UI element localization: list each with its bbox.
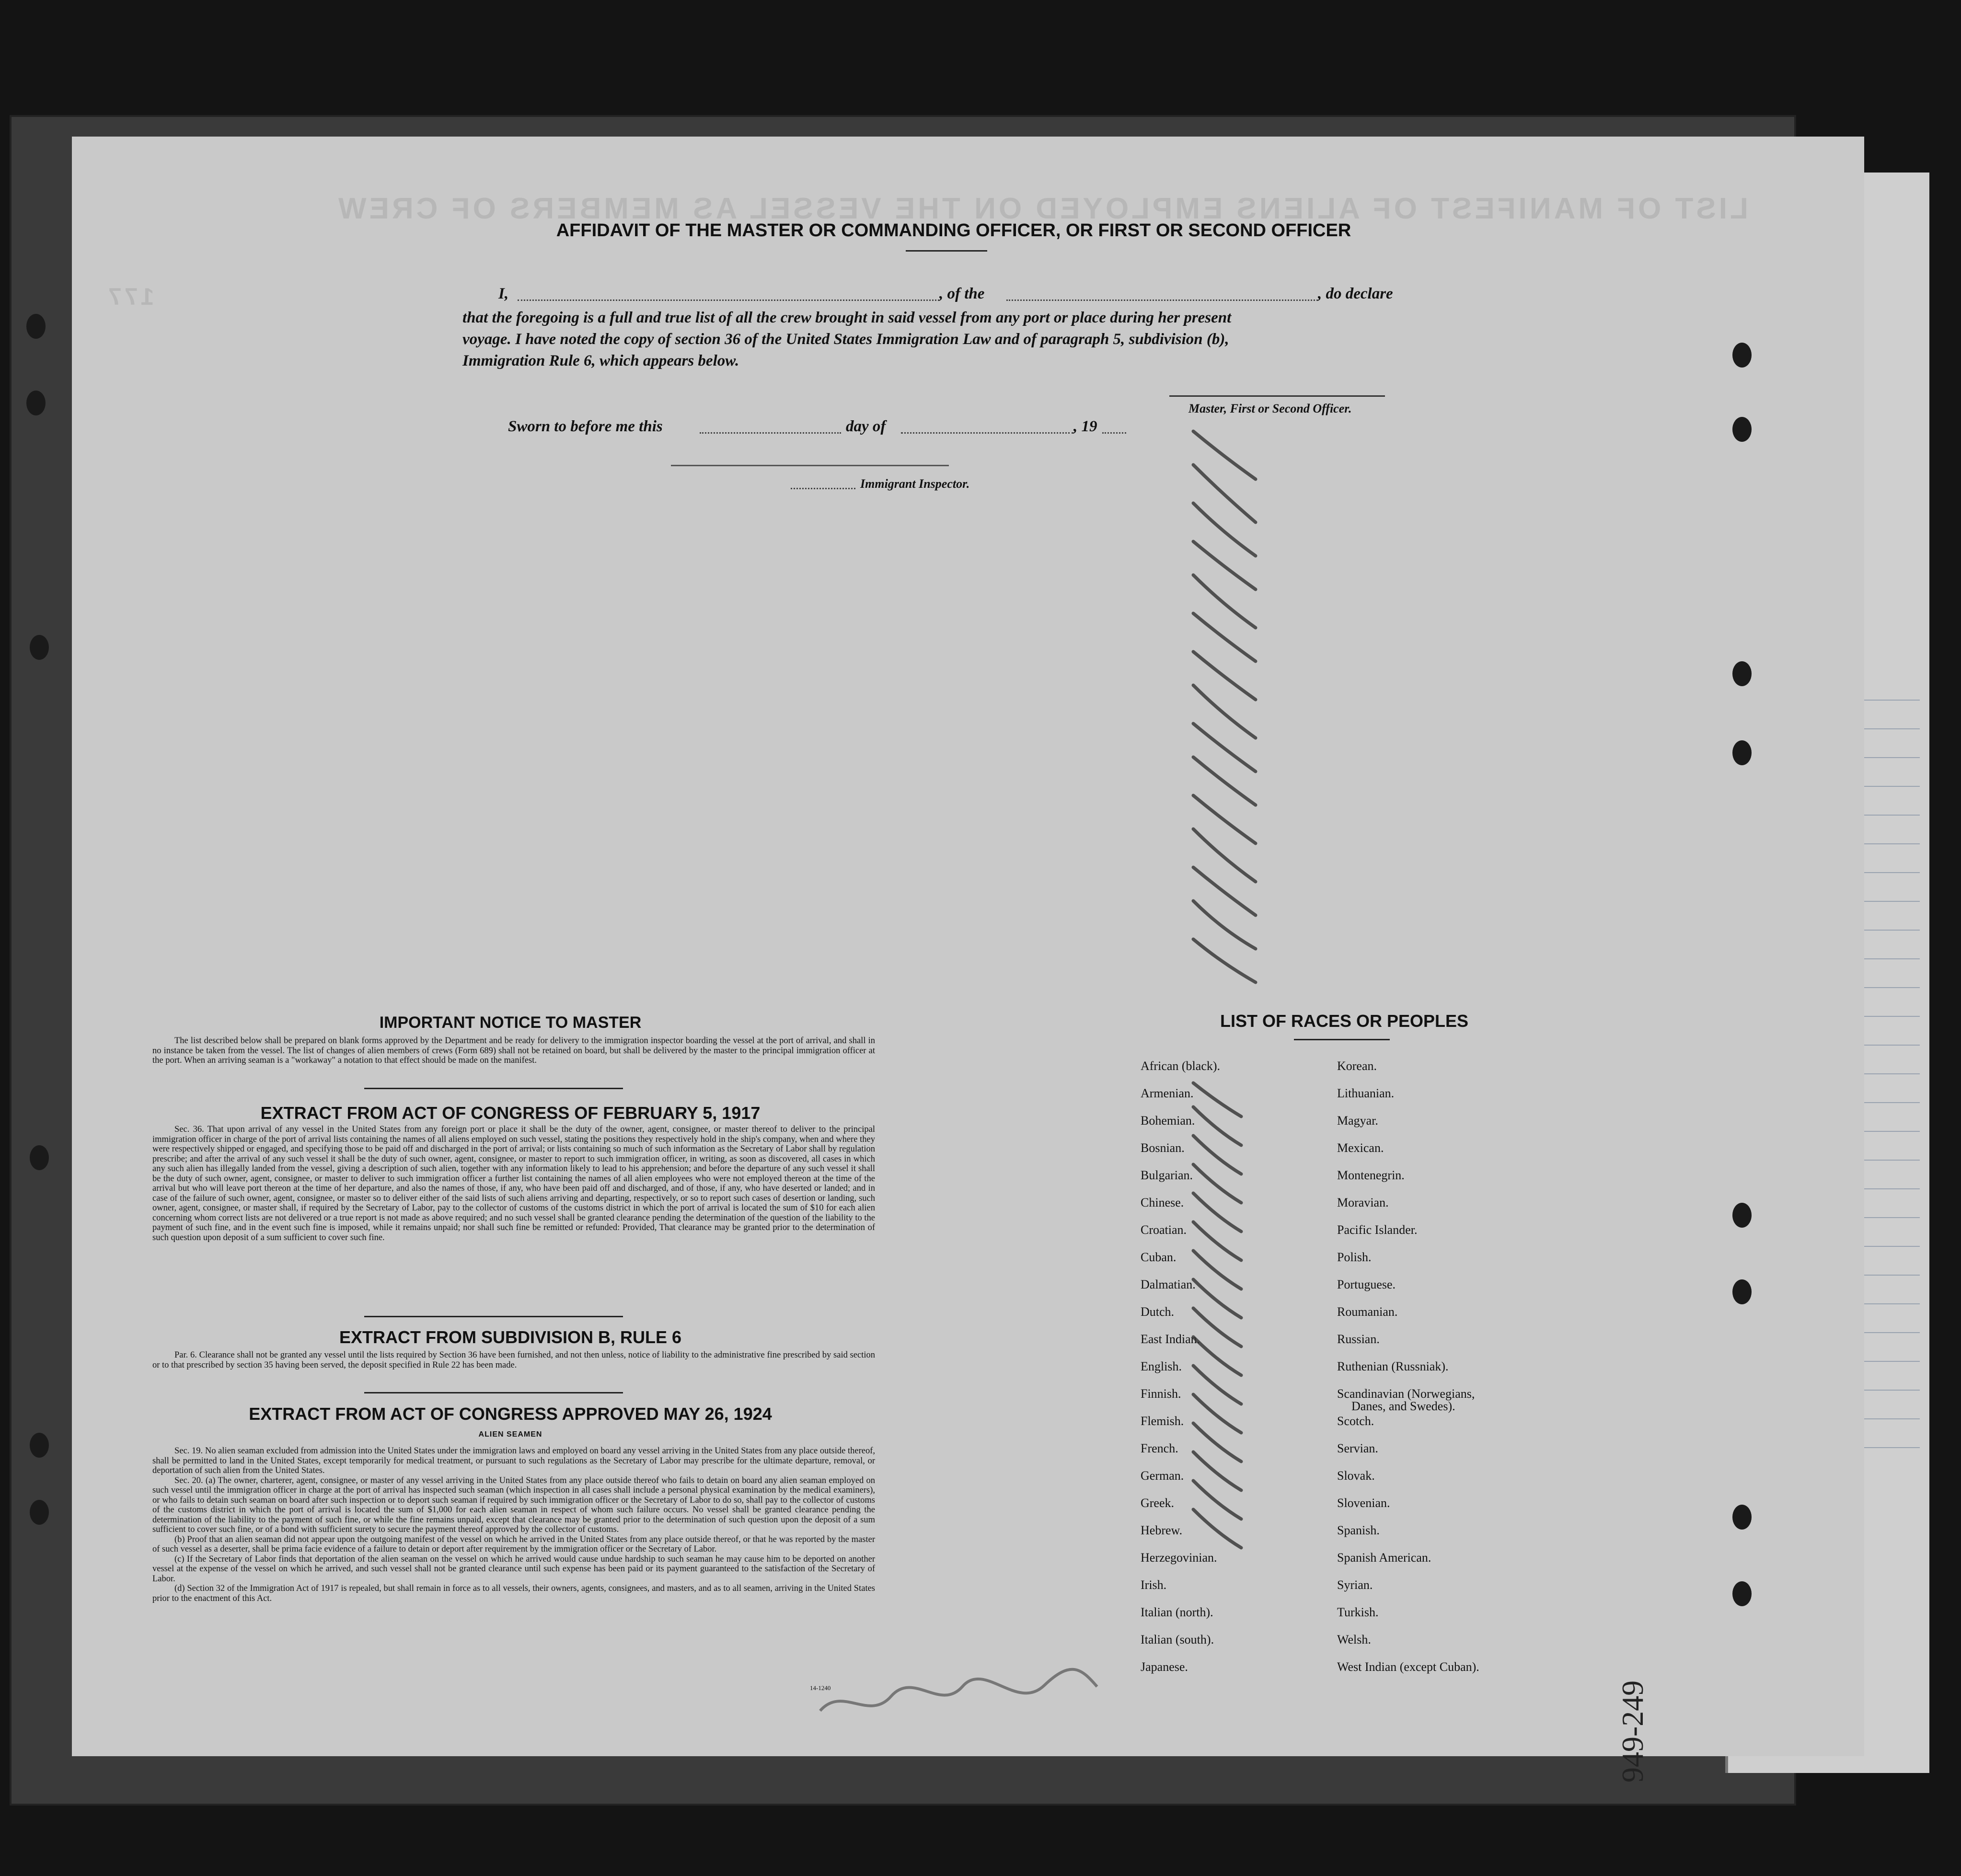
race-item: Scotch. [1337, 1414, 1374, 1428]
race-item: Mexican. [1337, 1141, 1384, 1155]
extract-1924-subtitle: ALIEN SEAMEN [478, 1430, 542, 1439]
inspector-dots [791, 488, 855, 489]
name-blank[interactable] [518, 299, 939, 301]
race-item: Korean. [1337, 1059, 1377, 1073]
bleedthrough-heading: LIST OF MANIFEST OF ALIENS EMPLOYED ON THE VESSEL AS MEMBERS OF CREW [335, 192, 1748, 225]
race-item: Finnish. [1141, 1387, 1181, 1401]
punch-hole [1732, 740, 1752, 765]
pencil-tick-marks [1184, 412, 1299, 1610]
extract-1924-text [152, 1446, 875, 1603]
race-item: Chinese. [1141, 1196, 1184, 1209]
race-item: Italian (south). [1141, 1633, 1214, 1646]
notice-title: IMPORTANT NOTICE TO MASTER [379, 1013, 642, 1032]
sec-20c: (c) If the Secretary of Labor finds that deportation of the alien seaman on the vessel on which he arrived would cause undue hardship to such seaman he may cause him to be deported on another vessel at the expense of the vessel on which he arrived, and such vessel shall not be granted clearance until such expense has been paid or its payment guaranteed to the satisfaction of the Secretary of Labor. [152, 1554, 875, 1584]
race-item: East Indian. [1141, 1332, 1200, 1346]
punch-hole [1732, 1581, 1752, 1606]
race-item: Polish. [1337, 1250, 1372, 1264]
race-item: Roumanian. [1337, 1305, 1398, 1319]
punch-hole [1732, 1505, 1752, 1530]
race-item: Spanish American. [1337, 1551, 1431, 1565]
race-item: Turkish. [1337, 1605, 1379, 1619]
sec-20b: (b) Proof that an alien seaman did not appear upon the outgoing manifest of the vessel on which he arrived in the United States from any place outside thereof, or that he was reported by the master of such vessel as a deserter, shall be prima facie evidence of a failure to detain or deport after requirement by the immigration officer or the Secretary of Labor. [152, 1534, 875, 1554]
race-item: African (black). [1141, 1059, 1221, 1073]
race-item: Bosnian. [1141, 1141, 1185, 1155]
race-item: German. [1141, 1469, 1184, 1483]
affidavit-do-declare: , do declare [1318, 285, 1393, 302]
race-item: Moravian. [1337, 1196, 1389, 1209]
race-item: Lithuanian. [1337, 1086, 1395, 1100]
races-title-underline [1294, 1039, 1390, 1040]
sworn-year-blank[interactable] [1102, 432, 1126, 434]
punch-hole [30, 1433, 49, 1458]
race-item: Slovenian. [1337, 1496, 1390, 1510]
affidavit-i: I, [498, 285, 509, 302]
sec-20d: (d) Section 32 of the Immigration Act of 1917 is repealed, but shall remain in force as to all vessels, their owners, agents, consignees, and masters, and as to all seamen, arriving in the United States prior to the enactment of this Act. [152, 1584, 875, 1603]
race-item: Bohemian. [1141, 1114, 1195, 1128]
race-item: Irish. [1141, 1578, 1167, 1592]
punch-hole [1732, 1203, 1752, 1228]
race-item: Herzegovinian. [1141, 1551, 1217, 1565]
race-item: Syrian. [1337, 1578, 1373, 1592]
race-item: Italian (north). [1141, 1605, 1213, 1619]
bleedthrough-page-mark: 177 [105, 283, 154, 310]
affidavit-line1: that the foregoing is a full and true list of all the crew brought in said vessel from any port or place during her present [462, 309, 1232, 326]
race-item: Ruthenian (Russniak). [1337, 1359, 1449, 1373]
race-item: Dutch. [1141, 1305, 1175, 1319]
master-label: Master, First or Second Officer. [1188, 402, 1352, 415]
form-number: 14-1240 [810, 1684, 831, 1692]
punch-hole [30, 1500, 49, 1525]
affidavit-line3: Immigration Rule 6, which appears below. [462, 352, 739, 369]
punch-hole [26, 314, 46, 339]
notice-text: The list described below shall be prepared on blank forms approved by the Department and be ready for delivery to the immigration inspector boarding the vessel at the port of arrival, and shall in no instance be taken from the vessel. The list of changes of alien members of crews (Form 689) shall not be retained on board, but shall be delivered by the master to the principal immigration officer at the port. When an arriving seaman is a "workaway" a notation to that effect should be made on the manifest. [152, 1036, 875, 1065]
divider [364, 1316, 623, 1317]
affidavit-line2: voyage. I have noted the copy of section 36 of the United States Immigration Law and of paragraph 5, subdivision (b), [462, 331, 1229, 348]
race-item: Armenian. [1141, 1086, 1194, 1100]
race-item: Spanish. [1337, 1523, 1380, 1537]
punch-hole [1732, 661, 1752, 686]
extract-1917-text: Sec. 36. That upon arrival of any vessel in the United States from any foreign port or place it shall be the duty of the owner, agent, consignee, or master thereof to deliver to the principal immigration officer in charge of the port of arrival lists containing the names of all aliens employed on such vessel, stating the positions they respectively hold in the ship's company, when and where they were respectively shipped or engaged, and specifying those to be paid off and discharged in the port of arrival; or lists containing so much of such information as the Secretary of Labor shall by regulation prescribe; and after the arrival of any such vessel it shall be the duty of such owner, agent, consignee, or master to report to such immigration officer, in writing, as soon as discovered, all cases in which any such alien has illegally landed from the vessel, giving a description of such alien, together with any information likely to lead to his apprehension; and before the departure of any such vessel it shall be the duty of such owner, agent, consignee, or master to deliver to such immigration officer a further list containing the names of all alien employees who were not employed thereon at the time of the arrival but who will leave port thereon at the time of her departure, and also the names of those, if any, who have been paid off and discharged, and of those, if any, who have deserted or landed; and in case of the failure of such owner, agent, consignee, or master so to deliver either of the said lists of such aliens arriving and departing, respectively, or so to report such cases of desertion or landing, such owner, agent, consignee, or master shall, if required by the Secretary of Labor, pay to the collector of customs of the customs district in which the port of arrival is located the sum of $10 for each alien concerning whom correct lists are not delivered or a true report is not made as above required; and no such vessel shall be granted clearance pending the determination of the question of the liability to the payment of such fine, and in the event such fine is imposed, while it remains unpaid; nor shall such fine be remitted or refunded: Provided, That clearance may be granted prior to the determination of such question upon deposit of a sum sufficient to cover such fine. [152, 1125, 875, 1243]
punch-hole [1732, 417, 1752, 442]
title-underline [906, 250, 987, 252]
punch-hole [26, 391, 46, 415]
vessel-blank[interactable] [1006, 299, 1318, 301]
sec-20a: Sec. 20. (a) The owner, charterer, agent, consignee, or master of any vessel arriving in the United States from any place outside thereof who fails to detain on board any alien seaman employed on such vessel until the immigration officer in charge at the port of arrival has inspected such seaman (which inspection in all cases shall include a personal physical examination by the medical examiners), or who fails to detain such seaman on board after such inspection or to deport such seaman if required by such immigration officer or the Secretary of Labor to do so, shall pay to the collector of customs of the customs district in which the port of arrival is located the sum of $1,000 for each alien seaman in respect of whom such failure occurs. No vessel shall be granted clearance pending the determination of the liability to the payment of such fine, or while the fine remains unpaid, except that clearance may be granted prior to the determination of such question upon the deposit of a sum sufficient to cover such fine, or of a bond with sufficient surety to secure the payment thereof approved by the collector of customs. [152, 1475, 875, 1534]
race-item: Greek. [1141, 1496, 1175, 1510]
sworn-label: Sworn to before me this [508, 418, 663, 435]
punch-hole [1732, 343, 1752, 368]
race-item: Bulgarian. [1141, 1168, 1193, 1182]
race-item: West Indian (except Cuban). [1337, 1660, 1479, 1674]
race-item: Slovak. [1337, 1469, 1375, 1483]
divider [364, 1088, 623, 1089]
sworn-day-blank[interactable] [700, 432, 841, 434]
inspector-signature-line[interactable] [671, 465, 949, 466]
race-item: Russian. [1337, 1332, 1380, 1346]
extract-1924-title: EXTRACT FROM ACT OF CONGRESS APPROVED MAY 26, 1924 [249, 1404, 772, 1424]
race-item: Servian. [1337, 1441, 1378, 1455]
affidavit-title: AFFIDAVIT OF THE MASTER OR COMMANDING OFFICER, OR FIRST OR SECOND OFFICER [556, 220, 1351, 241]
inspector-label: Immigrant Inspector. [860, 477, 970, 491]
race-item: Hebrew. [1141, 1523, 1183, 1537]
punch-hole [1732, 1279, 1752, 1304]
year-label: , 19 [1073, 418, 1097, 435]
race-item: Cuban. [1141, 1250, 1177, 1264]
race-item-continued: Danes, and Swedes). [1351, 1399, 1455, 1413]
punch-hole [30, 1145, 49, 1170]
race-item: Portuguese. [1337, 1278, 1396, 1291]
extract-rule6-text: Par. 6. Clearance shall not be granted any vessel until the lists required by Section 36 have been furnished, and not then unless, notice of liability to the administrative fine prescribed by said section or to that prescribed by section 35 having been served, the deposit specified in Rule 22 has been made. [152, 1350, 875, 1370]
sec-19: Sec. 19. No alien seaman excluded from admission into the United States under the immigration laws and employed on board any vessel arriving in the United States from any place outside thereof, shall be permitted to land in the United States, except temporarily for medical treatment, or pursuant to such regulations as the Secretary of Labor may prescribe for the ultimate departure, removal, or deportation of such alien from the United States. [152, 1446, 875, 1475]
divider [364, 1392, 623, 1393]
affidavit-of-the: , of the [939, 285, 985, 302]
handwritten-page-number: 949-249 [1615, 1680, 1650, 1783]
extract-1917-title: EXTRACT FROM ACT OF CONGRESS OF FEBRUARY 5, 1917 [260, 1103, 761, 1123]
extract-rule6-title: EXTRACT FROM SUBDIVISION B, RULE 6 [339, 1327, 682, 1347]
races-title: LIST OF RACES OR PEOPLES [1220, 1011, 1469, 1031]
race-item: Scandinavian (Norwegians, [1337, 1387, 1475, 1401]
day-of-label: day of [846, 418, 886, 435]
race-item: Croatian. [1141, 1223, 1187, 1237]
race-item: French. [1141, 1441, 1178, 1455]
race-item: Dalmatian. [1141, 1278, 1196, 1291]
race-item: Magyar. [1337, 1114, 1378, 1128]
punch-hole [30, 635, 49, 660]
race-item: Japanese. [1141, 1660, 1188, 1674]
sworn-month-blank[interactable] [901, 432, 1073, 434]
race-item: Pacific Islander. [1337, 1223, 1418, 1237]
master-signature-line[interactable] [1169, 395, 1385, 397]
race-item: Flemish. [1141, 1414, 1184, 1428]
race-item: English. [1141, 1359, 1182, 1373]
race-item: Montenegrin. [1337, 1168, 1405, 1182]
race-item: Welsh. [1337, 1633, 1371, 1646]
